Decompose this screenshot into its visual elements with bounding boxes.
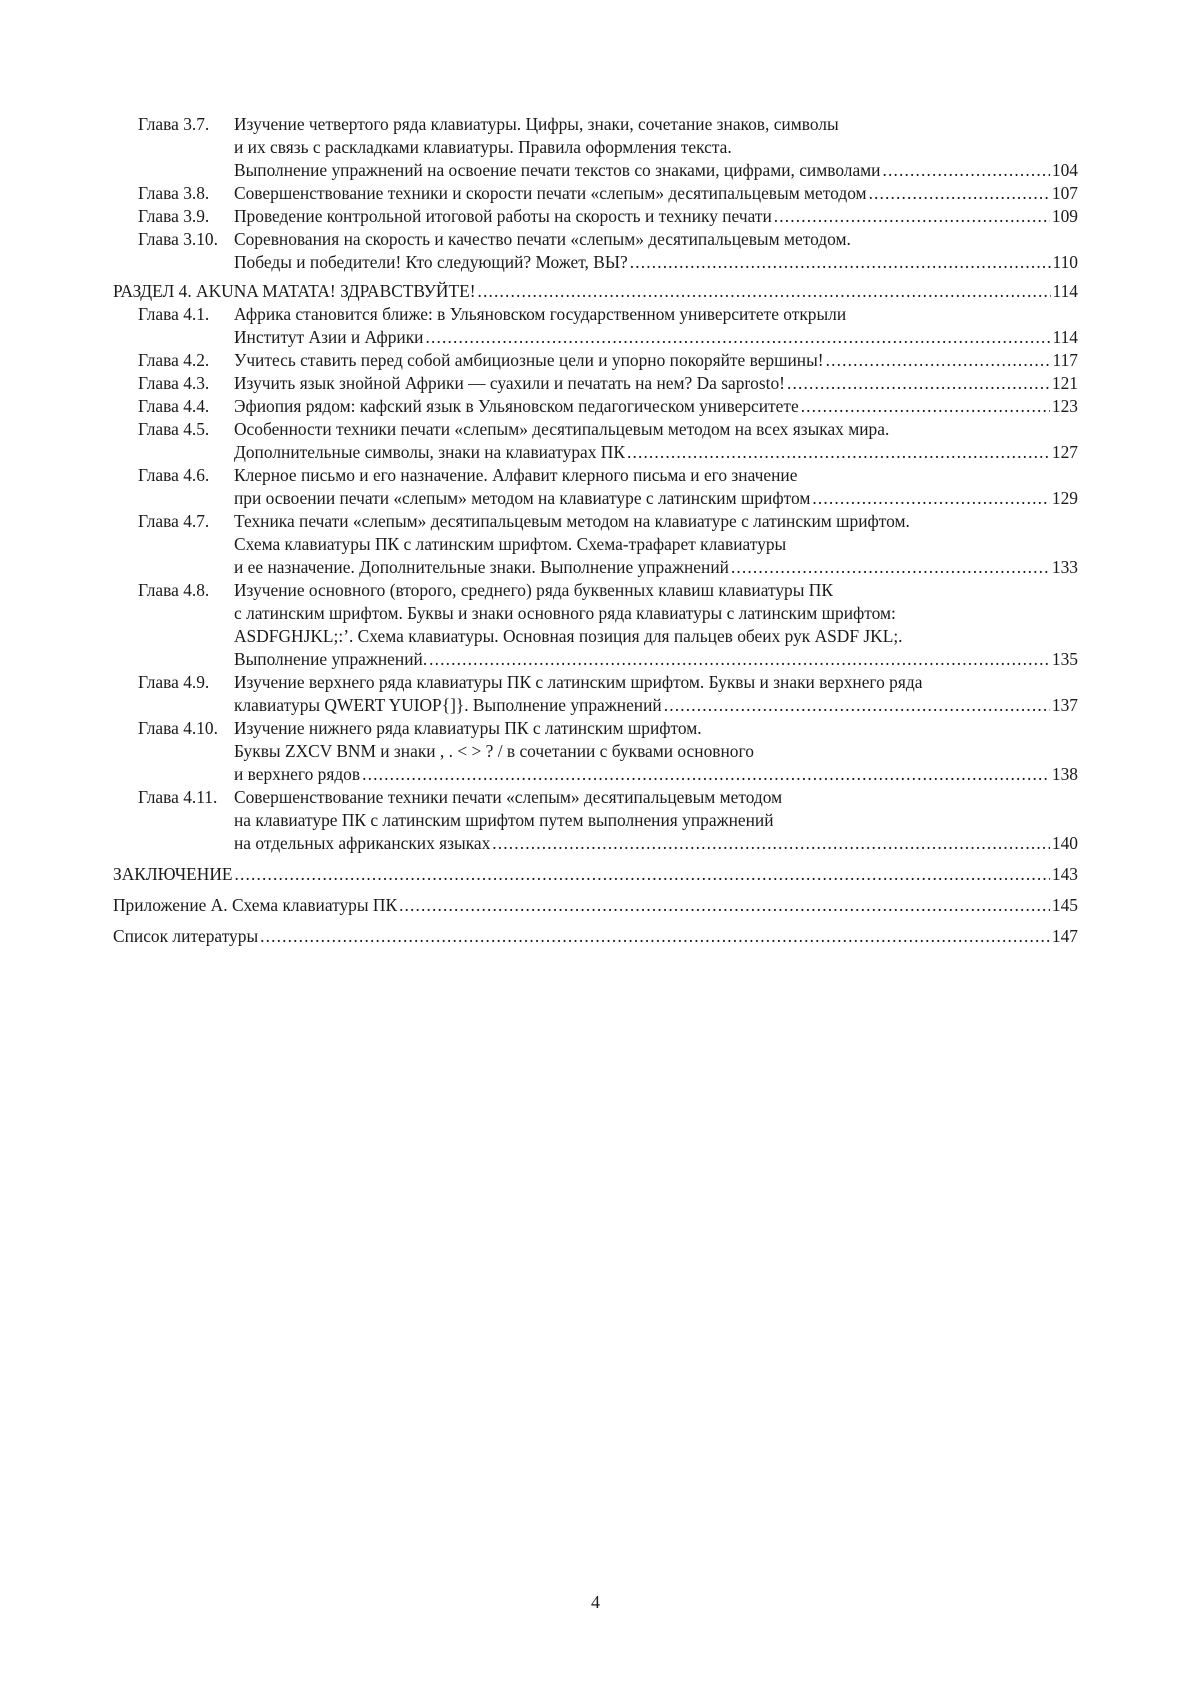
- toc-entry-title: на клавиатуре ПК с латинским шрифтом путем выполнения упражнений: [234, 810, 774, 830]
- toc-entry-title: клавиатуры QWERT YUIOP{]}. Выполнение упражнений: [234, 695, 662, 715]
- toc-chapter-label: Глава 4.4.: [138, 396, 210, 416]
- dot-leader: [869, 182, 1050, 205]
- toc-main-entry[interactable]: [113, 894, 1078, 917]
- toc-chapter-label: Глава 3.10.: [138, 229, 218, 249]
- toc-entry-line: [113, 602, 1078, 625]
- toc-page-number: 127: [1051, 442, 1078, 462]
- toc-chapter-label: Глава 3.9.: [138, 206, 210, 226]
- toc-entry-title: и ее назначение. Дополнительные знаки. Выполнение упражнений: [234, 557, 729, 577]
- toc-chapter-label: Глава 4.5.: [138, 419, 210, 439]
- toc-entry-title: Приложение А. Схема клавиатуры ПК: [113, 895, 398, 915]
- toc-entry-line: [113, 832, 1078, 855]
- toc-entry-title: при освоении печати «слепым» методом на клавиатуре с латинским шрифтом: [234, 488, 811, 508]
- toc-entry-title: с латинским шрифтом. Буквы и знаки основного ряда клавиатуры с латинским шрифтом:: [234, 603, 896, 623]
- toc-entry-line: [113, 280, 1078, 303]
- toc-entry-line: [113, 136, 1078, 159]
- dot-leader: [478, 280, 1051, 303]
- toc-entry-title: Проведение контрольной итоговой работы на скорость и технику печати: [234, 206, 772, 226]
- toc-page-number: 145: [1051, 895, 1078, 915]
- toc-entry-title: Изучить язык знойной Африки — суахили и печатать на нем? Da saprosto!: [234, 373, 785, 393]
- toc-chapter-entry[interactable]: [113, 464, 1078, 510]
- toc-entry-line: [113, 786, 1078, 809]
- toc-page-number: 129: [1051, 488, 1078, 508]
- toc-entry-line: [113, 740, 1078, 763]
- toc-chapter-entry[interactable]: [113, 717, 1078, 786]
- toc-chapter-entry[interactable]: [113, 228, 1078, 274]
- toc-entry-line: [113, 863, 1078, 886]
- toc-chapter-label: Глава 4.3.: [138, 373, 210, 393]
- toc-entry-line: [113, 182, 1078, 205]
- toc-entry-line: [113, 671, 1078, 694]
- toc-entry-title: Совершенствование техники печати «слепым» десятипальцевым методом: [234, 787, 783, 807]
- toc-entry-line: [113, 395, 1078, 418]
- toc-entry-line: [113, 228, 1078, 251]
- toc-entry-line: [113, 809, 1078, 832]
- toc-entry-line: [113, 251, 1078, 274]
- toc-entry-line: [113, 510, 1078, 533]
- toc-page-number: 104: [1051, 160, 1078, 180]
- toc-page-number: 109: [1051, 206, 1078, 226]
- toc-entry-title: Изучение четвертого ряда клавиатуры. Цифры, знаки, сочетание знаков, символы: [234, 114, 839, 134]
- toc-page-number: 138: [1051, 764, 1078, 784]
- toc-page-number: 135: [1051, 649, 1078, 669]
- toc-entry-line: [113, 925, 1078, 948]
- toc-entry-line: [113, 372, 1078, 395]
- toc-entry-line: [113, 625, 1078, 648]
- dot-leader: [260, 925, 1050, 948]
- toc-entry-title: РАЗДЕЛ 4. AKUNA MATATA! ЗДРАВСТВУЙТЕ!: [113, 281, 476, 301]
- toc-page-number: 117: [1052, 350, 1078, 370]
- toc-entry-title: ASDFGHJKL;:’. Схема клавиатуры. Основная позиция для пальцев обеих рук ASDF JKL;.: [234, 626, 903, 646]
- toc-page-number: 123: [1051, 396, 1078, 416]
- toc-entry-title: Эфиопия рядом: кафский язык в Ульяновском педагогическом университете: [234, 396, 799, 416]
- toc-entry-line: [113, 894, 1078, 917]
- toc-page-number: 133: [1051, 557, 1078, 577]
- toc-chapter-entry[interactable]: [113, 182, 1078, 205]
- toc-chapter-entry[interactable]: [113, 395, 1078, 418]
- toc-entry-line: [113, 533, 1078, 556]
- toc-chapter-label: Глава 4.8.: [138, 580, 210, 600]
- toc-entry-line: [113, 205, 1078, 228]
- toc-entry-title: Дополнительные символы, знаки на клавиатурах ПК: [234, 442, 625, 462]
- toc-entry-line: [113, 418, 1078, 441]
- toc-entry-line: [113, 648, 1078, 671]
- toc-entry-line: [113, 579, 1078, 602]
- toc-entry-line: [113, 464, 1078, 487]
- toc-entry-title: Выполнение упражнений.: [234, 649, 428, 669]
- toc-entry-line: [113, 763, 1078, 786]
- toc-entry-line: [113, 556, 1078, 579]
- toc-chapter-entry[interactable]: [113, 510, 1078, 579]
- dot-leader: [812, 487, 1050, 510]
- toc-entry-title: ЗАКЛЮЧЕНИЕ: [113, 864, 233, 884]
- toc-entry-title: Соревнования на скорость и качество печати «слепым» десятипальцевым методом.: [234, 229, 851, 249]
- toc-chapter-label: Глава 3.8.: [138, 183, 210, 203]
- dot-leader: [883, 159, 1050, 182]
- dot-leader: [774, 205, 1050, 228]
- toc-entry-title: Победы и победители! Кто следующий? Может, ВЫ?: [234, 252, 628, 272]
- toc-page-number: 107: [1051, 183, 1078, 203]
- toc-page-number: 140: [1051, 833, 1078, 853]
- toc-chapter-label: Глава 4.9.: [138, 672, 210, 692]
- toc-chapter-entry[interactable]: [113, 786, 1078, 855]
- toc-chapter-label: Глава 4.10.: [138, 718, 218, 738]
- toc-entry-line: [113, 487, 1078, 510]
- dot-leader: [630, 251, 1051, 274]
- toc-entry-title: на отдельных африканских языках: [234, 833, 491, 853]
- toc-chapter-entry[interactable]: [113, 349, 1078, 372]
- toc-entry-title: и верхнего рядов: [234, 764, 361, 784]
- dot-leader: [425, 326, 1050, 349]
- toc-main-entry[interactable]: [113, 925, 1078, 948]
- toc-entry-line: [113, 326, 1078, 349]
- toc-entry-title: и их связь с раскладками клавиатуры. Правила оформления текста.: [234, 137, 732, 157]
- toc-entry-title: Учитесь ставить перед собой амбициозные цели и упорно покоряйте вершины!: [234, 350, 824, 370]
- toc-chapter-entry[interactable]: [113, 418, 1078, 464]
- dot-leader: [801, 395, 1050, 418]
- toc-entry-title: Изучение основного (второго, среднего) ряда буквенных клавиш клавиатуры ПК: [234, 580, 833, 600]
- toc-chapter-label: Глава 4.1.: [138, 304, 210, 324]
- toc-page-number: 121: [1051, 373, 1078, 393]
- toc-entry-line: [113, 717, 1078, 740]
- toc-chapter-label: Глава 4.7.: [138, 511, 210, 531]
- toc-entry-title: Буквы ZXCV BNM и знаки , . < > ? / в сочетании с буквами основного: [234, 741, 754, 761]
- toc-entry-title: Изучение верхнего ряда клавиатуры ПК с латинским шрифтом. Буквы и знаки верхнего ряда: [234, 672, 923, 692]
- dot-leader: [787, 372, 1050, 395]
- toc-entry-title: Особенности техники печати «слепым» десятипальцевым методом на всех языках мира.: [234, 419, 890, 439]
- dot-leader: [731, 556, 1050, 579]
- toc-chapter-entry[interactable]: [113, 671, 1078, 717]
- toc-entry-title: Выполнение упражнений на освоение печати текстов со знаками, цифрами, символами: [234, 160, 881, 180]
- toc-entry-line: [113, 441, 1078, 464]
- toc-entry-line: [113, 349, 1078, 372]
- toc-entry-title: Список литературы: [113, 926, 259, 946]
- toc-page-number: 147: [1051, 926, 1078, 946]
- dot-leader: [362, 763, 1050, 786]
- toc-section-entry[interactable]: [113, 280, 1078, 303]
- toc-chapter-entry[interactable]: [113, 372, 1078, 395]
- dot-leader: [399, 894, 1050, 917]
- toc-entry-title: Институт Азии и Африки: [234, 327, 424, 347]
- toc-entry-title: Схема клавиатуры ПК с латинским шрифтом. Схема-трафарет клавиатуры: [234, 534, 787, 554]
- toc-chapter-label: Глава 4.2.: [138, 350, 210, 370]
- toc-entry-line: [113, 694, 1078, 717]
- toc-chapter-label: Глава 4.11.: [138, 787, 218, 807]
- toc-chapter-entry[interactable]: [113, 579, 1078, 671]
- dot-leader: [492, 832, 1050, 855]
- toc-entry-line: [113, 303, 1078, 326]
- toc-chapter-label: Глава 4.6.: [138, 465, 210, 485]
- toc-entry-title: Совершенствование техники и скорости печати «слепым» десятипальцевым методом: [234, 183, 867, 203]
- table-of-contents: [113, 113, 1078, 948]
- toc-page-number: 114: [1052, 281, 1078, 301]
- dot-leader: [235, 863, 1050, 886]
- dot-leader: [429, 648, 1050, 671]
- toc-page-number: 114: [1052, 327, 1078, 347]
- toc-entry-title: Африка становится ближе: в Ульяновском государственном университете открыли: [234, 304, 847, 324]
- toc-entry-line: [113, 159, 1078, 182]
- toc-chapter-entry[interactable]: [113, 205, 1078, 228]
- toc-chapter-entry[interactable]: [113, 303, 1078, 349]
- toc-page-number: 143: [1051, 864, 1078, 884]
- toc-page-number: 110: [1052, 252, 1078, 272]
- toc-chapter-entry[interactable]: [113, 113, 1078, 182]
- toc-page-number: 137: [1051, 695, 1078, 715]
- toc-entry-title: Изучение нижнего ряда клавиатуры ПК с латинским шрифтом.: [234, 718, 702, 738]
- toc-main-entry[interactable]: [113, 863, 1078, 886]
- toc-chapter-label: Глава 3.7.: [138, 114, 210, 134]
- dot-leader: [627, 441, 1050, 464]
- toc-entry-line: [113, 113, 1078, 136]
- dot-leader: [826, 349, 1051, 372]
- page-number: 4: [591, 1592, 600, 1612]
- toc-entry-title: Техника печати «слепым» десятипальцевым методом на клавиатуре с латинским шрифтом.: [234, 511, 910, 531]
- dot-leader: [664, 694, 1050, 717]
- toc-entry-title: Клерное письмо и его назначение. Алфавит клерного письма и его значение: [234, 465, 798, 485]
